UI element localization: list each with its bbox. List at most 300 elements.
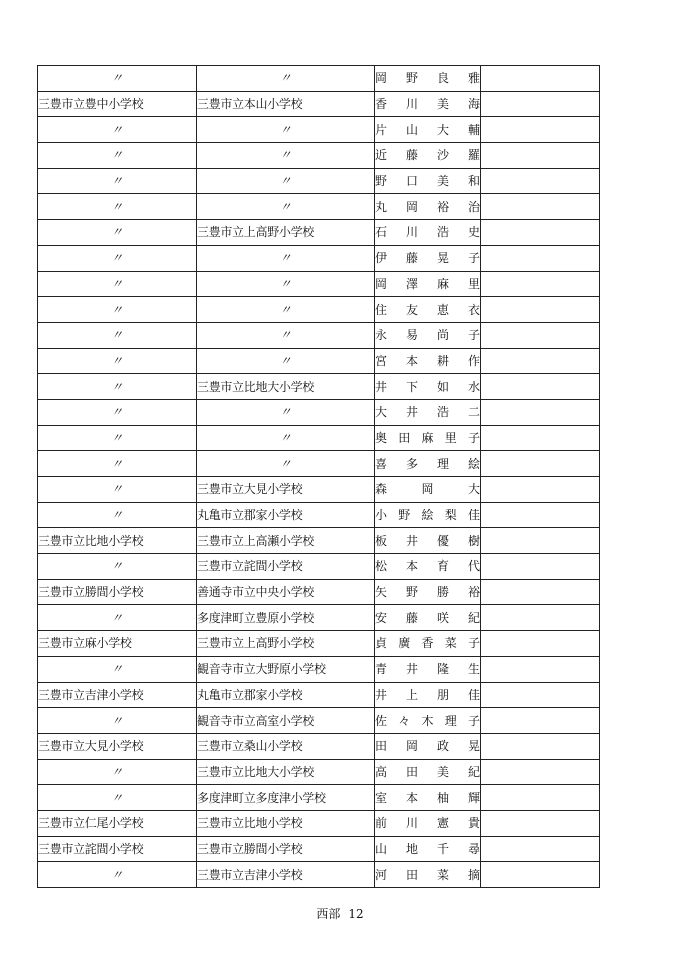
teacher-name bbox=[375, 715, 480, 727]
name-char: 矢 bbox=[375, 585, 388, 600]
name-char: 里 bbox=[467, 276, 480, 291]
name-char: 尋 bbox=[467, 841, 480, 856]
table-row bbox=[38, 708, 600, 734]
teacher-name bbox=[375, 869, 480, 881]
name-char: 輝 bbox=[467, 790, 480, 805]
name-char: 澤 bbox=[405, 276, 418, 291]
new-school-cell: 三豊市立勝間小学校 bbox=[197, 836, 375, 862]
teacher-name-cell bbox=[375, 168, 481, 194]
teacher-name-cell bbox=[375, 425, 481, 451]
remarks-cell bbox=[481, 631, 600, 657]
teacher-name-cell bbox=[375, 194, 481, 220]
teacher-name bbox=[375, 509, 480, 521]
teacher-name bbox=[375, 766, 480, 778]
remarks-cell bbox=[481, 862, 600, 888]
name-char: 本 bbox=[405, 353, 418, 368]
teacher-name-cell bbox=[375, 554, 481, 580]
teacher-name bbox=[375, 689, 480, 701]
name-char: 史 bbox=[467, 225, 480, 240]
name-char: 藤 bbox=[405, 610, 418, 625]
teacher-name-cell bbox=[375, 733, 481, 759]
name-char: 香 bbox=[375, 97, 388, 112]
name-char: 良 bbox=[436, 71, 449, 86]
table-row bbox=[38, 733, 600, 759]
remarks-cell bbox=[481, 143, 600, 169]
teacher-name-cell bbox=[375, 91, 481, 117]
name-char: 森 bbox=[375, 482, 388, 497]
teacher-name bbox=[375, 355, 480, 367]
new-school-cell: 丸亀市立郡家小学校 bbox=[197, 682, 375, 708]
name-char: 耕 bbox=[436, 353, 449, 368]
footer-section: 西部 bbox=[316, 907, 341, 921]
teacher-name-cell bbox=[375, 322, 481, 348]
teacher-name bbox=[375, 612, 480, 624]
new-school-cell: 多度津町立豊原小学校 bbox=[197, 605, 375, 631]
teacher-name-cell bbox=[375, 810, 481, 836]
teacher-name-cell bbox=[375, 528, 481, 554]
name-char: 子 bbox=[467, 251, 480, 266]
name-char: 野 bbox=[398, 508, 411, 523]
name-char: 井 bbox=[405, 405, 418, 420]
new-school-cell: 観音寺市立大野原小学校 bbox=[197, 656, 375, 682]
remarks-cell bbox=[481, 374, 600, 400]
former-school-cell: 〃 bbox=[38, 374, 197, 400]
teacher-name-cell bbox=[375, 66, 481, 92]
name-char: 麻 bbox=[421, 430, 434, 445]
name-char: 育 bbox=[436, 559, 449, 574]
table-row bbox=[38, 528, 600, 554]
table-row bbox=[38, 322, 600, 348]
name-char: 安 bbox=[375, 610, 388, 625]
name-char: 隆 bbox=[436, 662, 449, 677]
name-char: 柚 bbox=[436, 790, 449, 805]
teacher-name bbox=[375, 124, 480, 136]
new-school-cell: 〃 bbox=[197, 245, 375, 271]
name-char: 浩 bbox=[436, 405, 449, 420]
name-char: 丸 bbox=[375, 199, 388, 214]
name-char: 里 bbox=[444, 430, 457, 445]
remarks-cell bbox=[481, 528, 600, 554]
name-char: 佐 bbox=[375, 713, 388, 728]
teacher-name-cell bbox=[375, 836, 481, 862]
name-char: 輔 bbox=[467, 122, 480, 137]
teacher-name bbox=[375, 252, 480, 264]
table-row bbox=[38, 682, 600, 708]
name-char: 岡 bbox=[405, 739, 418, 754]
name-char: 沙 bbox=[436, 148, 449, 163]
remarks-cell bbox=[481, 579, 600, 605]
former-school-cell: 三豊市立勝間小学校 bbox=[38, 579, 197, 605]
name-char: 衣 bbox=[467, 302, 480, 317]
name-char: 前 bbox=[375, 816, 388, 831]
name-char: 子 bbox=[467, 430, 480, 445]
name-char: 如 bbox=[436, 379, 449, 394]
name-char: 岡 bbox=[375, 276, 388, 291]
remarks-cell bbox=[481, 399, 600, 425]
teacher-name bbox=[375, 560, 480, 572]
name-char: 青 bbox=[375, 662, 388, 677]
teacher-name-cell bbox=[375, 297, 481, 323]
remarks-cell bbox=[481, 733, 600, 759]
name-char: 香 bbox=[421, 636, 434, 651]
former-school-cell: 〃 bbox=[38, 502, 197, 528]
remarks-cell bbox=[481, 682, 600, 708]
name-char: 勝 bbox=[436, 585, 449, 600]
teacher-name bbox=[375, 586, 480, 598]
new-school-cell: 三豊市立上高野小学校 bbox=[197, 220, 375, 246]
teacher-name bbox=[375, 535, 480, 547]
remarks-cell bbox=[481, 245, 600, 271]
former-school-cell: 三豊市立吉津小学校 bbox=[38, 682, 197, 708]
table-row bbox=[38, 271, 600, 297]
name-char: 優 bbox=[436, 533, 449, 548]
name-char: 井 bbox=[405, 533, 418, 548]
name-char: 々 bbox=[398, 713, 411, 728]
former-school-cell: 〃 bbox=[38, 297, 197, 323]
name-char: 咲 bbox=[436, 610, 449, 625]
name-char: 廣 bbox=[398, 636, 411, 651]
name-char: 水 bbox=[467, 379, 480, 394]
former-school-cell: 〃 bbox=[38, 322, 197, 348]
teacher-name bbox=[375, 175, 480, 187]
new-school-cell: 三豊市立詫間小学校 bbox=[197, 554, 375, 580]
name-char: 摘 bbox=[467, 867, 480, 882]
name-char: 紀 bbox=[467, 610, 480, 625]
name-char: 岡 bbox=[421, 482, 434, 497]
new-school-cell: 〃 bbox=[197, 66, 375, 92]
name-char: 子 bbox=[467, 328, 480, 343]
teacher-name bbox=[375, 226, 480, 238]
teacher-name-cell bbox=[375, 502, 481, 528]
remarks-cell bbox=[481, 91, 600, 117]
new-school-cell: 〃 bbox=[197, 143, 375, 169]
new-school-cell: 〃 bbox=[197, 297, 375, 323]
table-row bbox=[38, 502, 600, 528]
name-char: 石 bbox=[375, 225, 388, 240]
name-char: 岡 bbox=[405, 199, 418, 214]
teacher-name bbox=[375, 381, 480, 393]
teacher-name-cell bbox=[375, 374, 481, 400]
name-char: 裕 bbox=[467, 585, 480, 600]
former-school-cell: 〃 bbox=[38, 399, 197, 425]
name-char: 野 bbox=[375, 174, 388, 189]
name-char: 樹 bbox=[467, 533, 480, 548]
teacher-name bbox=[375, 201, 480, 213]
former-school-cell: 〃 bbox=[38, 862, 197, 888]
name-char: 晃 bbox=[467, 739, 480, 754]
new-school-cell: 三豊市立比地大小学校 bbox=[197, 759, 375, 785]
name-char: 雅 bbox=[467, 71, 480, 86]
former-school-cell: 三豊市立豊中小学校 bbox=[38, 91, 197, 117]
new-school-cell: 〃 bbox=[197, 322, 375, 348]
new-school-cell: 多度津町立多度津小学校 bbox=[197, 785, 375, 811]
former-school-cell: 〃 bbox=[38, 451, 197, 477]
name-char: 住 bbox=[375, 302, 388, 317]
new-school-cell: 三豊市立比地大小学校 bbox=[197, 374, 375, 400]
former-school-cell: 〃 bbox=[38, 425, 197, 451]
table-row bbox=[38, 374, 600, 400]
name-char: 近 bbox=[375, 148, 388, 163]
name-char: 岡 bbox=[375, 71, 388, 86]
table-row bbox=[38, 220, 600, 246]
new-school-cell: 三豊市立桑山小学校 bbox=[197, 733, 375, 759]
table-row bbox=[38, 477, 600, 503]
former-school-cell: 〃 bbox=[38, 220, 197, 246]
teacher-name-cell bbox=[375, 708, 481, 734]
new-school-cell: 三豊市立比地小学校 bbox=[197, 810, 375, 836]
name-char: 憲 bbox=[436, 816, 449, 831]
teacher-name-cell bbox=[375, 348, 481, 374]
name-char: 奥 bbox=[375, 430, 388, 445]
name-char: 地 bbox=[405, 841, 418, 856]
name-char: 佳 bbox=[467, 508, 480, 523]
name-char: 口 bbox=[405, 174, 418, 189]
name-char: 菜 bbox=[436, 867, 449, 882]
teacher-name-cell bbox=[375, 451, 481, 477]
name-char: 本 bbox=[405, 790, 418, 805]
name-char: 美 bbox=[436, 97, 449, 112]
teacher-name bbox=[375, 98, 480, 110]
table-row bbox=[38, 836, 600, 862]
name-char: 二 bbox=[467, 405, 480, 420]
table-row bbox=[38, 117, 600, 143]
name-char: 高 bbox=[375, 764, 388, 779]
name-char: 恵 bbox=[436, 302, 449, 317]
teacher-name bbox=[375, 72, 480, 84]
name-char: 藤 bbox=[405, 148, 418, 163]
name-char: 田 bbox=[398, 430, 411, 445]
name-char: 尚 bbox=[436, 328, 449, 343]
table-row bbox=[38, 656, 600, 682]
former-school-cell: 〃 bbox=[38, 759, 197, 785]
teacher-name bbox=[375, 149, 480, 161]
new-school-cell: 〃 bbox=[197, 271, 375, 297]
name-char: 川 bbox=[405, 97, 418, 112]
remarks-cell bbox=[481, 554, 600, 580]
teacher-name-cell bbox=[375, 631, 481, 657]
teacher-name-cell bbox=[375, 245, 481, 271]
teacher-name bbox=[375, 663, 480, 675]
name-char: 田 bbox=[405, 764, 418, 779]
remarks-cell bbox=[481, 785, 600, 811]
former-school-cell: 〃 bbox=[38, 168, 197, 194]
remarks-cell bbox=[481, 605, 600, 631]
name-char: 易 bbox=[405, 328, 418, 343]
name-char: 宮 bbox=[375, 353, 388, 368]
name-char: 野 bbox=[405, 585, 418, 600]
name-char: 政 bbox=[436, 739, 449, 754]
former-school-cell: 〃 bbox=[38, 605, 197, 631]
table-row bbox=[38, 785, 600, 811]
transfer-table bbox=[37, 65, 600, 888]
name-char: 美 bbox=[436, 764, 449, 779]
table-row bbox=[38, 297, 600, 323]
remarks-cell bbox=[481, 656, 600, 682]
name-char: 貴 bbox=[467, 816, 480, 831]
table-row bbox=[38, 810, 600, 836]
name-char: 河 bbox=[375, 867, 388, 882]
name-char: 理 bbox=[444, 713, 457, 728]
remarks-cell bbox=[481, 451, 600, 477]
teacher-name bbox=[375, 792, 480, 804]
former-school-cell: 〃 bbox=[38, 245, 197, 271]
teacher-name-cell bbox=[375, 477, 481, 503]
former-school-cell: 三豊市立仁尾小学校 bbox=[38, 810, 197, 836]
name-char: 永 bbox=[375, 328, 388, 343]
name-char: 片 bbox=[375, 122, 388, 137]
new-school-cell: 〃 bbox=[197, 117, 375, 143]
former-school-cell: 〃 bbox=[38, 66, 197, 92]
name-char: 山 bbox=[375, 841, 388, 856]
table-row bbox=[38, 399, 600, 425]
teacher-name-cell bbox=[375, 117, 481, 143]
name-char: 菜 bbox=[444, 636, 457, 651]
name-char: 松 bbox=[375, 559, 388, 574]
name-char: 貞 bbox=[375, 636, 388, 651]
table-row bbox=[38, 759, 600, 785]
table-row bbox=[38, 554, 600, 580]
teacher-name bbox=[375, 483, 480, 495]
new-school-cell: 丸亀市立郡家小学校 bbox=[197, 502, 375, 528]
name-char: 生 bbox=[467, 662, 480, 677]
table-row bbox=[38, 348, 600, 374]
former-school-cell: 〃 bbox=[38, 656, 197, 682]
teacher-name-cell bbox=[375, 759, 481, 785]
remarks-cell bbox=[481, 297, 600, 323]
name-char: 井 bbox=[375, 379, 388, 394]
former-school-cell: 三豊市立麻小学校 bbox=[38, 631, 197, 657]
table-row bbox=[38, 194, 600, 220]
table-row bbox=[38, 631, 600, 657]
name-char: 友 bbox=[405, 302, 418, 317]
remarks-cell bbox=[481, 348, 600, 374]
remarks-cell bbox=[481, 271, 600, 297]
name-char: 上 bbox=[405, 687, 418, 702]
name-char: 梨 bbox=[444, 508, 457, 523]
name-char: 山 bbox=[405, 122, 418, 137]
name-char: 羅 bbox=[467, 148, 480, 163]
name-char: 藤 bbox=[405, 251, 418, 266]
new-school-cell: 〃 bbox=[197, 425, 375, 451]
name-char: 浩 bbox=[436, 225, 449, 240]
former-school-cell: 三豊市立比地小学校 bbox=[38, 528, 197, 554]
teacher-name bbox=[375, 843, 480, 855]
name-char: 代 bbox=[467, 559, 480, 574]
name-char: 裕 bbox=[436, 199, 449, 214]
remarks-cell bbox=[481, 220, 600, 246]
remarks-cell bbox=[481, 810, 600, 836]
name-char: 朋 bbox=[436, 687, 449, 702]
new-school-cell: 三豊市立上高瀬小学校 bbox=[197, 528, 375, 554]
teacher-name-cell bbox=[375, 220, 481, 246]
new-school-cell: 観音寺市立高室小学校 bbox=[197, 708, 375, 734]
name-char: 美 bbox=[436, 174, 449, 189]
former-school-cell: 〃 bbox=[38, 785, 197, 811]
name-char: 室 bbox=[375, 790, 388, 805]
remarks-cell bbox=[481, 708, 600, 734]
remarks-cell bbox=[481, 425, 600, 451]
remarks-cell bbox=[481, 502, 600, 528]
former-school-cell: 三豊市立詫間小学校 bbox=[38, 836, 197, 862]
teacher-name bbox=[375, 458, 480, 470]
name-char: 田 bbox=[405, 867, 418, 882]
name-char: 野 bbox=[405, 71, 418, 86]
teacher-name-cell bbox=[375, 656, 481, 682]
name-char: 多 bbox=[405, 456, 418, 471]
name-char: 小 bbox=[375, 508, 388, 523]
name-char: 板 bbox=[375, 533, 388, 548]
former-school-cell: 三豊市立大見小学校 bbox=[38, 733, 197, 759]
name-char: 子 bbox=[467, 713, 480, 728]
name-char: 絵 bbox=[467, 456, 480, 471]
teacher-name bbox=[375, 817, 480, 829]
name-char: 佳 bbox=[467, 687, 480, 702]
remarks-cell bbox=[481, 322, 600, 348]
name-char: 大 bbox=[436, 122, 449, 137]
name-char: 晃 bbox=[436, 251, 449, 266]
name-char: 田 bbox=[375, 739, 388, 754]
name-char: 木 bbox=[421, 713, 434, 728]
teacher-name bbox=[375, 406, 480, 418]
teacher-name-cell bbox=[375, 605, 481, 631]
teacher-name-cell bbox=[375, 579, 481, 605]
name-char: 紀 bbox=[467, 764, 480, 779]
teacher-name bbox=[375, 637, 480, 649]
teacher-name-cell bbox=[375, 399, 481, 425]
remarks-cell bbox=[481, 194, 600, 220]
name-char: 本 bbox=[405, 559, 418, 574]
table-row bbox=[38, 451, 600, 477]
new-school-cell: 〃 bbox=[197, 451, 375, 477]
name-char: 作 bbox=[467, 353, 480, 368]
table-row bbox=[38, 425, 600, 451]
former-school-cell: 〃 bbox=[38, 117, 197, 143]
teacher-name-cell bbox=[375, 271, 481, 297]
name-char: 井 bbox=[375, 687, 388, 702]
name-char: 井 bbox=[405, 662, 418, 677]
table-row bbox=[38, 168, 600, 194]
remarks-cell bbox=[481, 759, 600, 785]
new-school-cell: 〃 bbox=[197, 168, 375, 194]
name-char: 海 bbox=[467, 97, 480, 112]
teacher-name-cell bbox=[375, 143, 481, 169]
remarks-cell bbox=[481, 477, 600, 503]
table-row bbox=[38, 66, 600, 92]
name-char: 治 bbox=[467, 199, 480, 214]
name-char: 大 bbox=[375, 405, 388, 420]
table-row bbox=[38, 245, 600, 271]
teacher-name bbox=[375, 278, 480, 290]
name-char: 麻 bbox=[436, 276, 449, 291]
new-school-cell: 〃 bbox=[197, 348, 375, 374]
teacher-name-cell bbox=[375, 682, 481, 708]
name-char: 絵 bbox=[421, 508, 434, 523]
page-footer bbox=[0, 905, 680, 922]
new-school-cell: 〃 bbox=[197, 194, 375, 220]
new-school-cell: 善通寺市立中央小学校 bbox=[197, 579, 375, 605]
remarks-cell bbox=[481, 66, 600, 92]
name-char: 千 bbox=[436, 841, 449, 856]
former-school-cell: 〃 bbox=[38, 554, 197, 580]
name-char: 喜 bbox=[375, 456, 388, 471]
footer-page-number: 12 bbox=[348, 907, 364, 921]
table-row bbox=[38, 579, 600, 605]
name-char: 和 bbox=[467, 174, 480, 189]
new-school-cell: 三豊市立大見小学校 bbox=[197, 477, 375, 503]
name-char: 川 bbox=[405, 816, 418, 831]
name-char: 川 bbox=[405, 225, 418, 240]
name-char: 子 bbox=[467, 636, 480, 651]
